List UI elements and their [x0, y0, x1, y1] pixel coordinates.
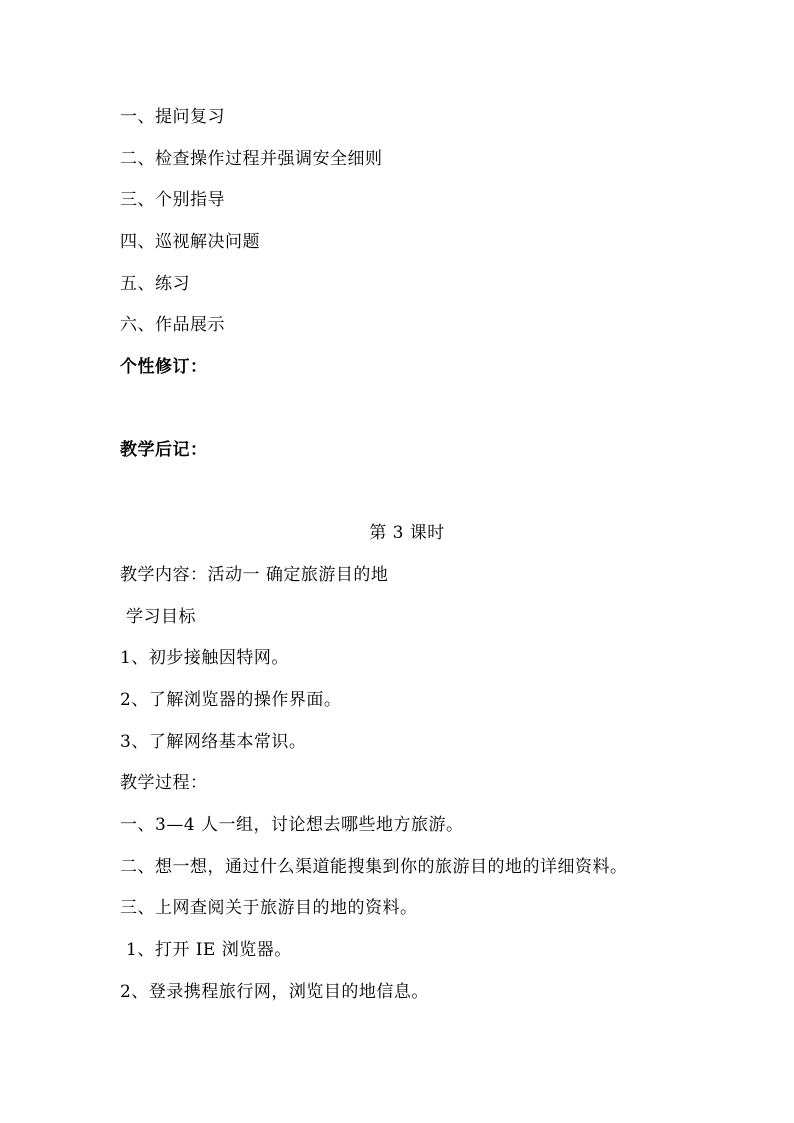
list-item: 三、个别指导	[120, 190, 225, 210]
process-step: 二、想一想，通过什么渠道能搜集到你的旅游目的地的详细资料。	[120, 857, 628, 877]
list-item: 一、提问复习	[120, 107, 225, 127]
process-step: 三、上网查阅关于旅游目的地的资料。	[120, 898, 418, 918]
list-item: 六、作品展示	[120, 315, 225, 335]
teaching-notes-label: 教学后记：	[120, 440, 208, 460]
objective-item: 3、了解网络基本常识。	[120, 732, 307, 752]
objective-item: 2、了解浏览器的操作界面。	[120, 690, 342, 710]
list-item: 四、巡视解决问题	[120, 232, 260, 252]
personal-revision-label: 个性修订：	[120, 357, 208, 377]
sub-step: 2、登录携程旅行网，浏览目的地信息。	[120, 982, 429, 1002]
teaching-content: 教学内容：活动一 确定旅游目的地	[120, 565, 389, 585]
process-step: 一、3—4 人一组，讨论想去哪些地方旅游。	[120, 815, 464, 835]
sub-step: 1、打开 IE 浏览器。	[126, 940, 292, 960]
lesson-title: 第 3 课时	[369, 523, 445, 543]
list-item: 二、检查操作过程并强调安全细则	[120, 149, 383, 169]
process-heading: 教学过程：	[120, 773, 208, 793]
objectives-heading: 学习目标	[126, 607, 196, 627]
list-item: 五、练习	[120, 274, 190, 294]
objective-item: 1、初步接触因特网。	[120, 648, 289, 668]
